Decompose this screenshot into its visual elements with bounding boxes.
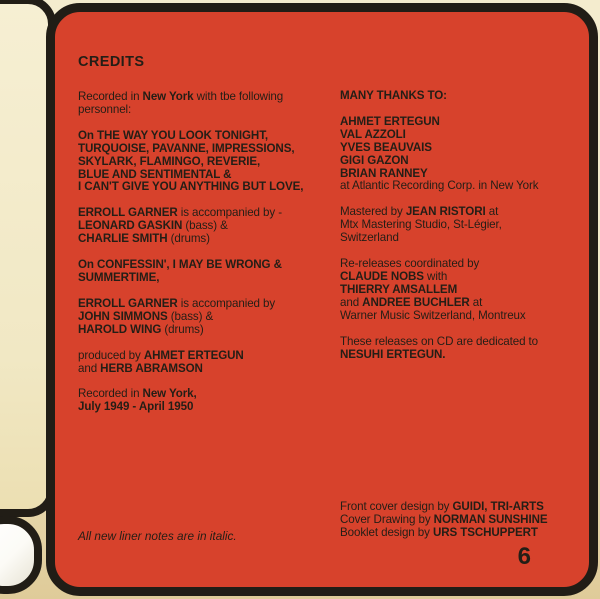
text-segment: ERROLL GARNER	[78, 206, 178, 220]
text-segment: LEONARD GASKIN	[78, 219, 183, 233]
liner-notes-footnote: All new liner notes are in italic.	[78, 529, 237, 543]
paragraph	[78, 350, 340, 376]
left-column	[78, 54, 340, 571]
paragraph	[78, 91, 340, 117]
text-segment: AHMET ERTEGUN	[143, 348, 244, 362]
text-segment: at	[485, 205, 499, 219]
design-credits	[340, 501, 571, 540]
paragraph	[340, 206, 571, 245]
text-segment: Switzerland	[340, 231, 399, 245]
text-segment: NORMAN SUNSHINE	[433, 513, 548, 527]
text-segment: On THE WAY YOU LOOK TONIGHT,	[78, 128, 269, 142]
text-segment: CLAUDE NOBS	[340, 269, 424, 283]
text-segment: These releases on CD are dedicated to	[340, 334, 539, 348]
paragraph	[340, 501, 571, 540]
text-segment: Warner Music Switzerland, Montreux	[340, 308, 526, 322]
text-segment: Mtx Mastering Studio, St-Légier,	[340, 218, 502, 232]
text-segment: BRIAN RANNEY	[340, 166, 428, 180]
text-segment: Recorded in	[78, 90, 143, 103]
text-segment: I CAN'T GIVE YOU ANYTHING BUT LOVE,	[78, 180, 304, 194]
text-segment: is accompanied by -	[177, 206, 282, 220]
paragraph	[78, 130, 340, 195]
text-segment: BLUE AND SENTIMENTAL &	[78, 167, 232, 181]
paragraph	[340, 116, 571, 193]
text-segment: with	[423, 269, 448, 283]
text-segment: AHMET ERTEGUN	[340, 114, 440, 128]
text-segment: TURQUOISE, PAVANNE, IMPRESSIONS,	[78, 141, 295, 155]
text-segment: (bass) &	[167, 309, 214, 323]
text-segment: New York,	[142, 387, 197, 401]
text-segment: (bass) &	[182, 219, 228, 233]
text-segment: Re-releases coordinated by	[340, 257, 480, 271]
text-segment: personnel:	[78, 102, 132, 116]
paragraph	[78, 207, 340, 246]
text-segment: HERB ABRAMSON	[100, 361, 203, 375]
text-segment: GIGI GAZON	[340, 153, 409, 167]
text-segment: CHARLIE SMITH	[78, 232, 168, 246]
text-segment: produced by	[78, 348, 144, 362]
text-segment: On CONFESSIN', I MAY BE WRONG &	[78, 258, 282, 272]
text-segment: Booklet design by	[340, 526, 433, 540]
text-segment: VAL AZZOLI	[340, 127, 406, 141]
right-column	[340, 54, 571, 571]
text-segment: and	[340, 295, 363, 309]
text-segment: is accompanied by	[177, 296, 276, 310]
text-segment: JOHN SIMMONS	[78, 309, 168, 323]
text-segment: with tbe following	[193, 90, 284, 103]
footer-block	[340, 501, 571, 571]
text-segment: YVES BEAUVAIS	[340, 140, 432, 154]
text-segment: Cover Drawing by	[340, 513, 434, 527]
adjacent-page-shape	[0, 516, 42, 594]
paragraph	[340, 258, 571, 323]
text-segment: NESUHI ERTEGUN.	[340, 347, 446, 361]
text-segment: HAROLD WING	[78, 322, 162, 336]
text-segment: Mastered by	[340, 205, 406, 219]
text-segment: Recorded in	[78, 387, 143, 401]
text-segment: New York	[142, 90, 194, 103]
page-title: CREDITS	[78, 54, 145, 70]
paragraph	[340, 336, 571, 362]
paragraph	[78, 298, 340, 337]
text-segment: July 1949 - April 1950	[78, 400, 194, 414]
personnel-paragraphs	[78, 91, 340, 427]
text-segment: at	[469, 295, 483, 309]
text-segment: and	[78, 361, 101, 375]
credits-panel	[46, 3, 598, 596]
text-segment: ANDREE BUCHLER	[362, 295, 470, 309]
text-segment: ERROLL GARNER	[78, 296, 178, 310]
text-segment: SUMMERTIME,	[78, 270, 160, 284]
paragraph	[78, 259, 340, 285]
thanks-paragraphs	[340, 90, 571, 374]
text-segment: MANY THANKS TO:	[340, 89, 447, 102]
text-segment: SKYLARK, FLAMINGO, REVERIE,	[78, 154, 261, 168]
page-number: 6	[517, 543, 531, 570]
text-segment: GUIDI, TRI-ARTS	[452, 500, 544, 514]
paragraph	[78, 388, 340, 414]
text-segment: at Atlantic Recording Corp. in New York	[340, 179, 539, 193]
text-segment: (drums)	[161, 322, 204, 336]
text-segment: URS TSCHUPPERT	[432, 526, 538, 540]
paragraph	[340, 90, 571, 103]
text-segment: Front cover design by	[340, 500, 453, 514]
text-segment: JEAN RISTORI	[405, 205, 486, 219]
text-segment: THIERRY AMSALLEM	[340, 282, 458, 296]
text-segment: (drums)	[167, 232, 210, 246]
